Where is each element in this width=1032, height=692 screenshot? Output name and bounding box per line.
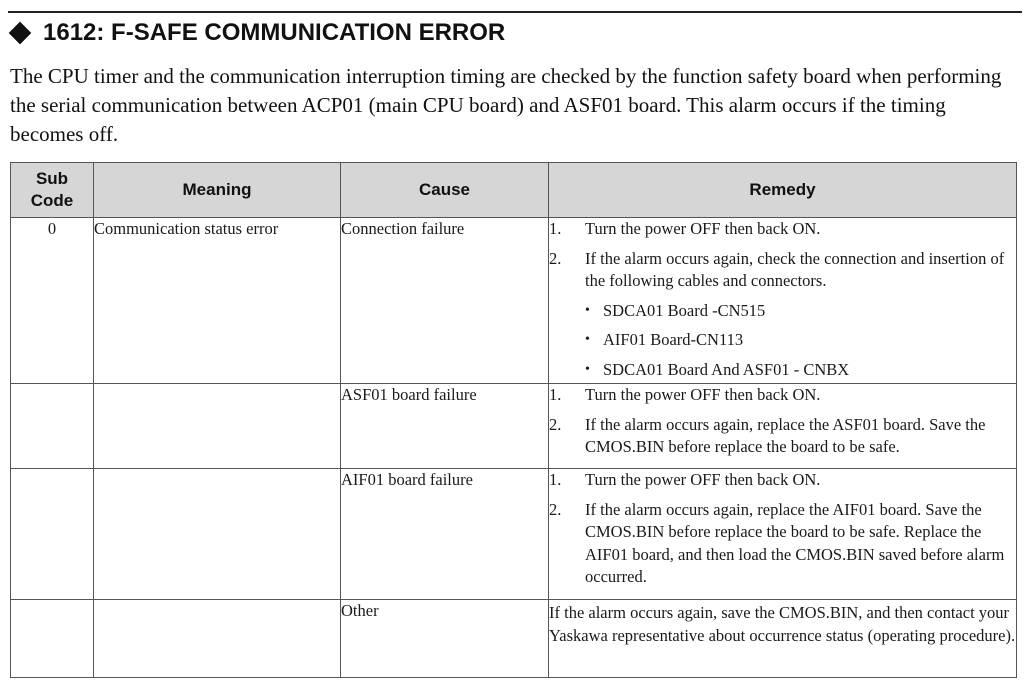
table-row: [11, 218, 1017, 384]
intro-paragraph: The CPU timer and the communication interruption timing are checked by the function safety board when performing the serial communication between ACP01 (main CPU board) and ASF01 board. This alarm occurs if the timing becomes off.: [10, 64, 1002, 146]
section-title: 1612: F-SAFE COMMUNICATION ERROR: [43, 19, 506, 46]
remedy-cell: [549, 218, 1017, 384]
cause-cell: AIF01 board failure: [341, 469, 549, 600]
list-item: • AIF01 Board-CN113: [585, 330, 744, 349]
sub-code-cell: [11, 469, 94, 600]
remedy-steps: [549, 384, 1016, 459]
header-meaning: Meaning: [94, 163, 341, 218]
meaning-cell: [94, 384, 341, 469]
remedy-step: 1. Turn the power OFF then back ON.: [549, 470, 821, 489]
table-row: [11, 469, 1017, 600]
remedy-step: 2. If the alarm occurs again, replace the ASF01 board. Save the CMOS.BIN before replace the board to be safe.: [549, 414, 986, 456]
header-sub-code: Sub Code: [11, 163, 94, 218]
list-item: • SDCA01 Board -CN515: [585, 300, 766, 320]
alarm-table: [10, 162, 1017, 678]
table-header-row: [11, 163, 1017, 218]
table-row: [11, 384, 1017, 469]
remedy-steps: [549, 218, 1016, 381]
top-rule: [8, 11, 1022, 13]
connector-list: [585, 300, 1016, 382]
remedy-text: If the alarm occurs again, save the CMOS.BIN, and then contact your Yaskawa representative about occurrence status (operating procedure).: [549, 603, 1016, 645]
remedy-step: 2. If the alarm occurs again, check the connection and insertion of the following cables and connectors. • SDCA01 Board -CN515 • AIF01 Board-CN113 • SDCA01 Board And ASF01 - CNBX: [549, 248, 1016, 382]
header-remedy: Remedy: [549, 163, 1017, 218]
sub-code-cell: [11, 384, 94, 469]
diamond-bullet-icon: [9, 22, 32, 45]
table-row: [11, 600, 1017, 678]
meaning-cell: [94, 600, 341, 678]
meaning-cell: Communication status error: [94, 218, 341, 384]
sub-code-cell: 0: [11, 218, 94, 384]
remedy-step: 1. Turn the power OFF then back ON.: [549, 219, 821, 238]
remedy-step: 2. If the alarm occurs again, replace the AIF01 board. Save the CMOS.BIN before replace the board to be safe. Replace the AIF01 board, and then load the CMOS.BIN saved before alarm occurred.: [549, 499, 1005, 586]
header-cause: Cause: [341, 163, 549, 218]
section-heading: [8, 16, 505, 50]
sub-code-cell: [11, 600, 94, 678]
cause-cell: Other: [341, 600, 549, 678]
remedy-cell: [549, 600, 1017, 678]
remedy-steps: [549, 469, 1016, 589]
cause-cell: ASF01 board failure: [341, 384, 549, 469]
cause-cell: Connection failure: [341, 218, 549, 384]
meaning-cell: [94, 469, 341, 600]
remedy-step: 1. Turn the power OFF then back ON.: [549, 385, 821, 404]
remedy-cell: [549, 469, 1017, 600]
list-item: • SDCA01 Board And ASF01 - CNBX: [585, 359, 850, 379]
remedy-cell: [549, 384, 1017, 469]
